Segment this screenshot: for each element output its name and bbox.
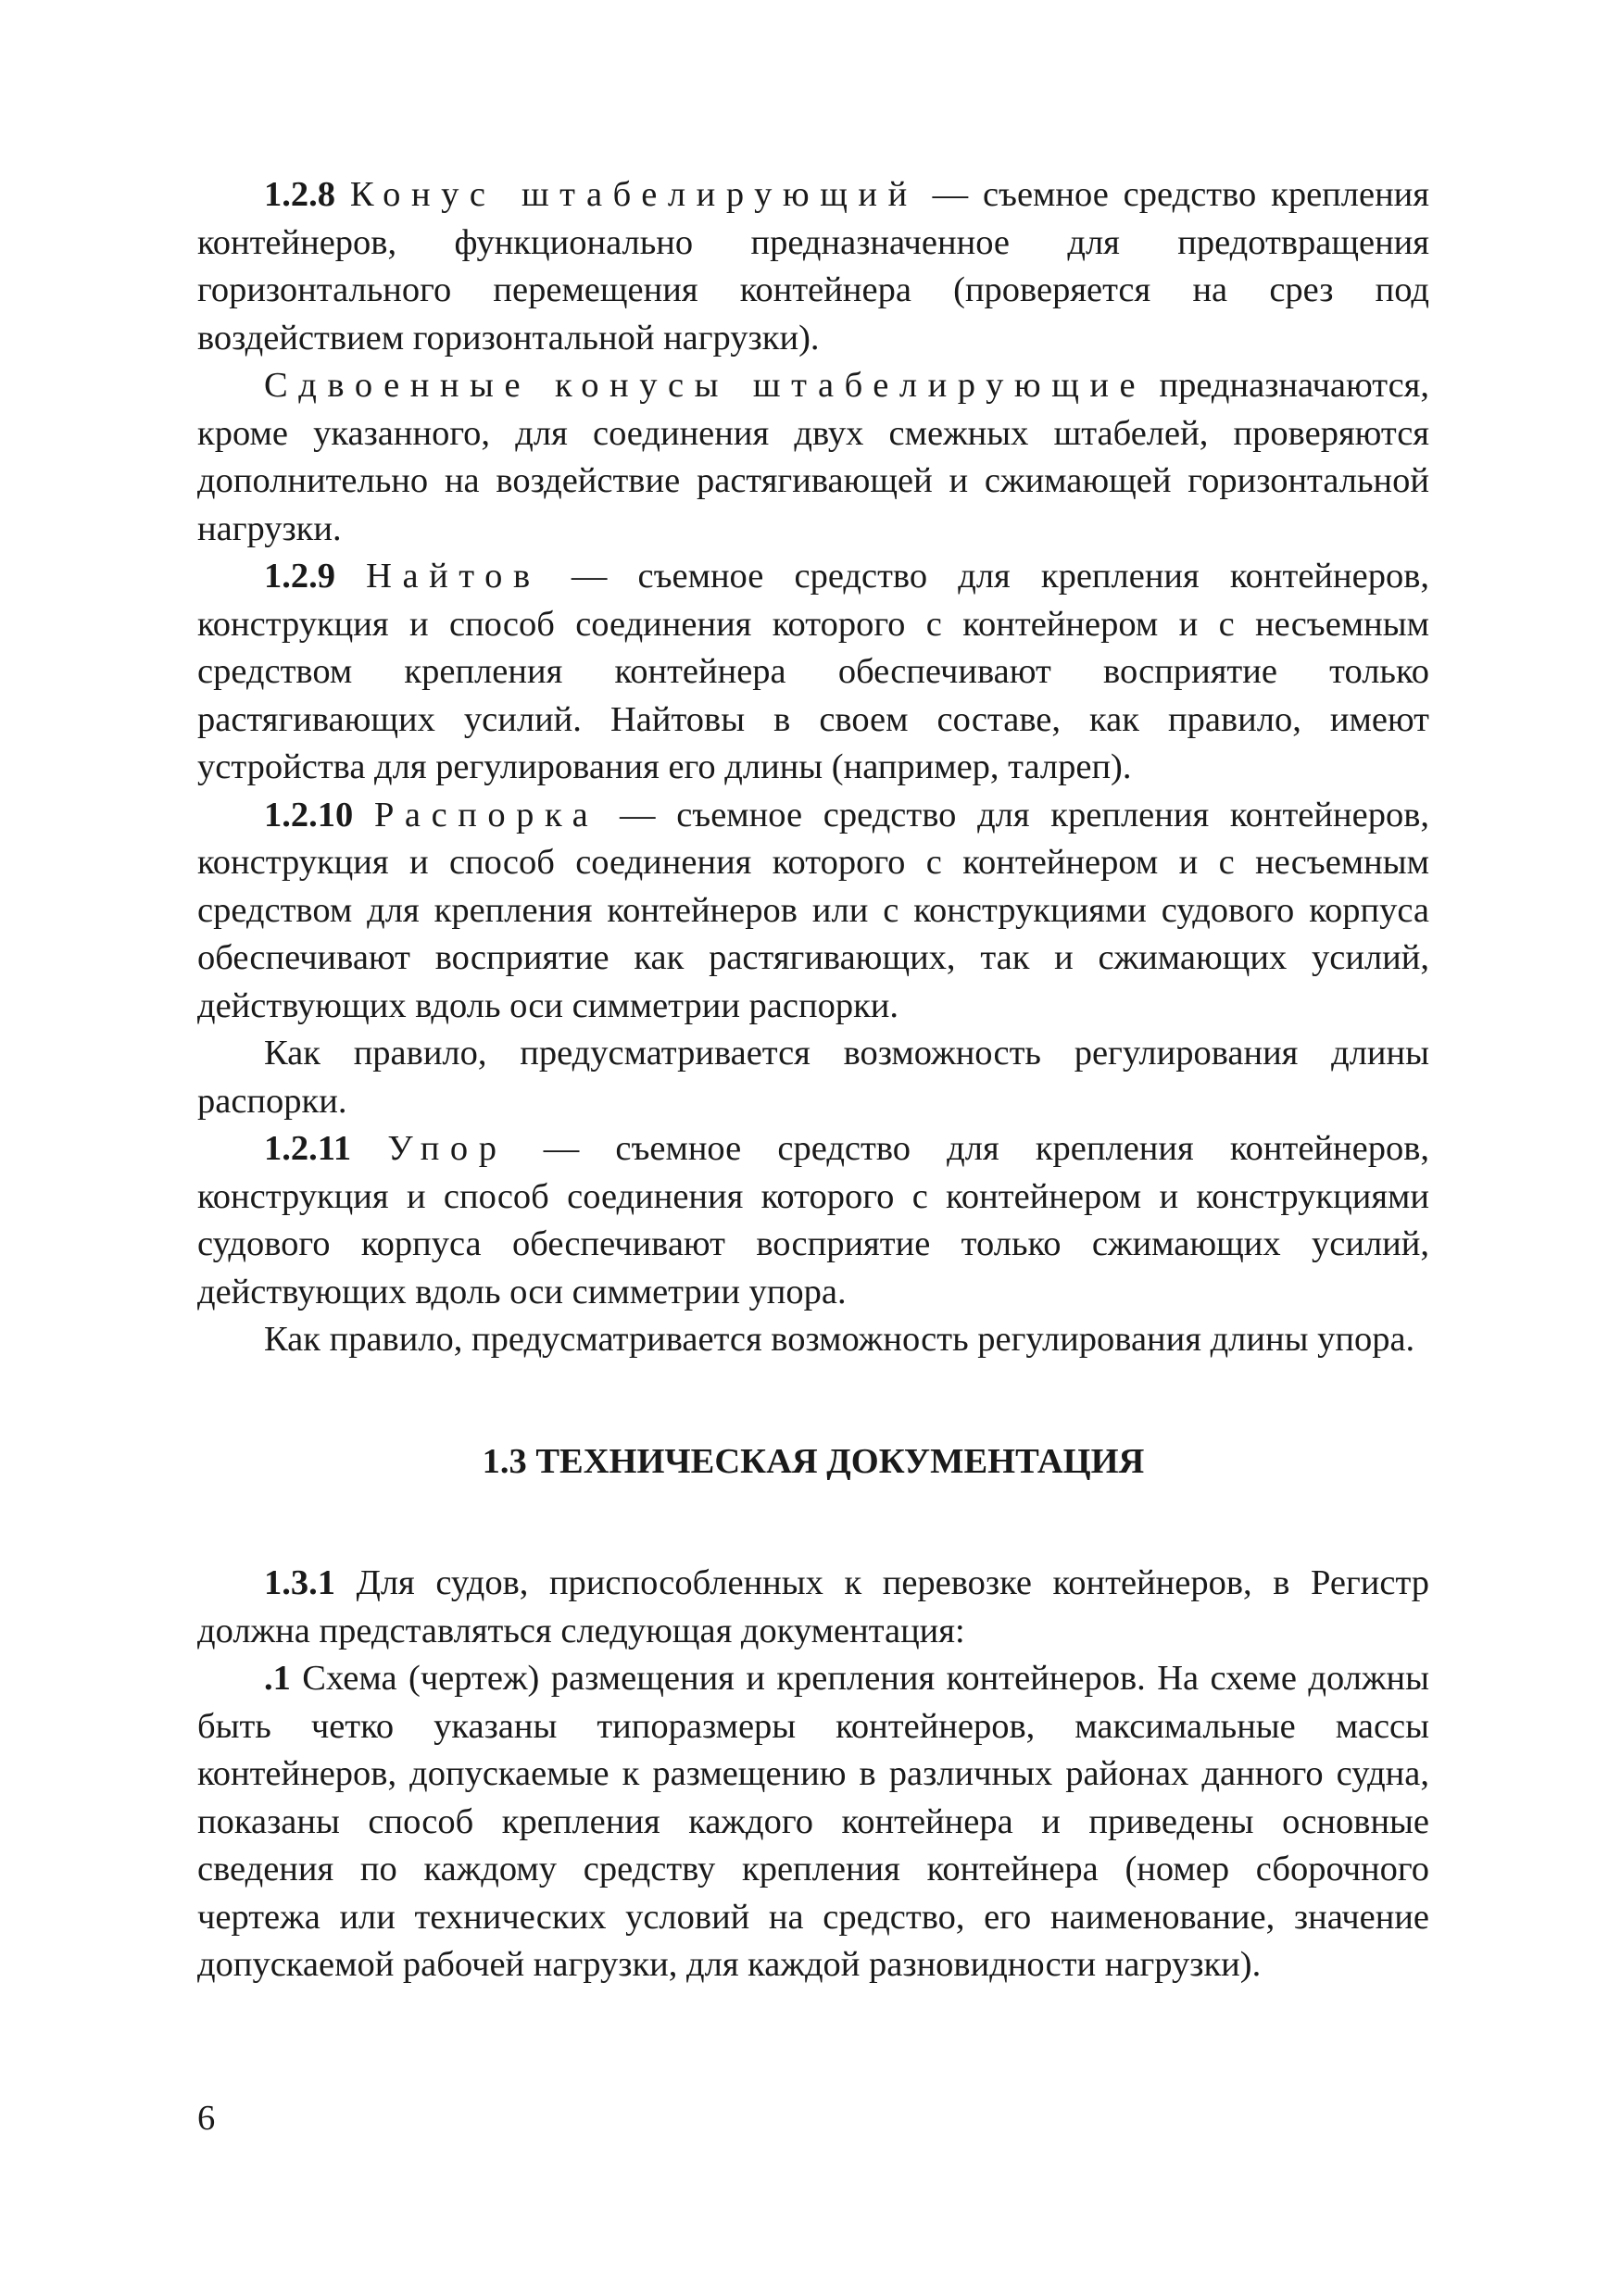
page-number: 6 [197,2099,216,2138]
defined-term: Найтов [366,557,541,596]
paragraph-text: — съемное средство для крепления контейнеров, конструкция и способ соединения которого с контейнером и конструкциями судового корпуса обеспечивают восприятие только сжимающих усилий, действующих вдоль оси симметрии упора. [197,1129,1430,1311]
item-number: .1 [264,1659,291,1698]
paragraph-1-3-1 [197,1560,1429,1655]
paragraph-item-1 [197,1655,1429,1989]
clause-number: 1.2.11 [264,1129,352,1168]
clause-number: 1.3.1 [264,1563,335,1602]
paragraph-text: Как правило, предусматривается возможность регулирования длины упора. [264,1320,1415,1359]
paragraph-1-2-10 [197,792,1429,1031]
paragraph-twin-cones [197,362,1429,553]
defined-term: Упор [387,1129,508,1168]
section-heading: 1.3 ТЕХНИЧЕСКАЯ ДОКУМЕНТАЦИЯ [482,1441,1145,1481]
paragraph-1-2-11 [197,1125,1429,1316]
defined-term: Распорка [373,795,599,834]
paragraph-buttress-note [197,1316,1429,1364]
paragraph-strut-note [197,1030,1429,1125]
paragraph-text: Как правило, предусматривается возможность регулирования длины распорки. [197,1034,1429,1121]
clause-number: 1.2.8 [264,175,335,214]
clause-number: 1.2.9 [264,557,335,596]
paragraph-text: Для судов, приспособленных к перевозке контейнеров, в Регистр должна представляться следующая документация: [197,1563,1429,1650]
paragraph-1-2-9 [197,553,1429,792]
clause-number: 1.2.10 [264,795,354,834]
paragraph-1-2-8 [197,171,1429,362]
defined-term: Конус штабелирующий [349,175,918,214]
paragraph-text: Схема (чертеж) размещения и крепления контейнеров. На схеме должны быть четко указаны типоразмеры контейнеров, максимальные массы контейнеров, допускаемые к размещению в различных районах данного судна, показаны способ крепления каждого контейнера и приведены основные сведения по каждому средству крепления контейнера (номер сборочного чертежа или технических условий на средство, его наименование, значение допускаемой рабочей нагрузки, для каждой разновидности нагрузки). [197,1659,1429,1984]
paragraph-text: — съемное средство крепления контейнеров, функционально предназначенное для предотвращения горизонтального перемещения контейнера (проверяется на срез под воздействием горизонтальной нагрузки). [197,175,1429,358]
paragraph-text: — съемное средство для крепления контейнеров, конструкция и способ соединения которого с контейнером и с несъемным средством для крепления контейнеров или с конструкциями судового корпуса обеспечивают восприятие как растягивающих, так и сжимающих усилий, действующих вдоль оси симметрии распорки. [197,795,1429,1025]
paragraph-text: — съемное средство для крепления контейнеров, конструкция и способ соединения которого с контейнером и с несъемным средством крепления контейнера обеспечивают восприятие только растягивающих усилий. Найтовы в своем составе, как правило, имеют устройства для регулирования его длины (например, талреп). [197,557,1430,786]
defined-term: Сдвоенные конусы штабелирующие [264,366,1147,405]
document-page [197,171,1429,1989]
paragraph-text: предназначаются, кроме указанного, для соединения двух смежных штабелей, проверяются дополнительно на воздействие растягивающей и сжимающей горизонтальной нагрузки. [197,366,1429,548]
